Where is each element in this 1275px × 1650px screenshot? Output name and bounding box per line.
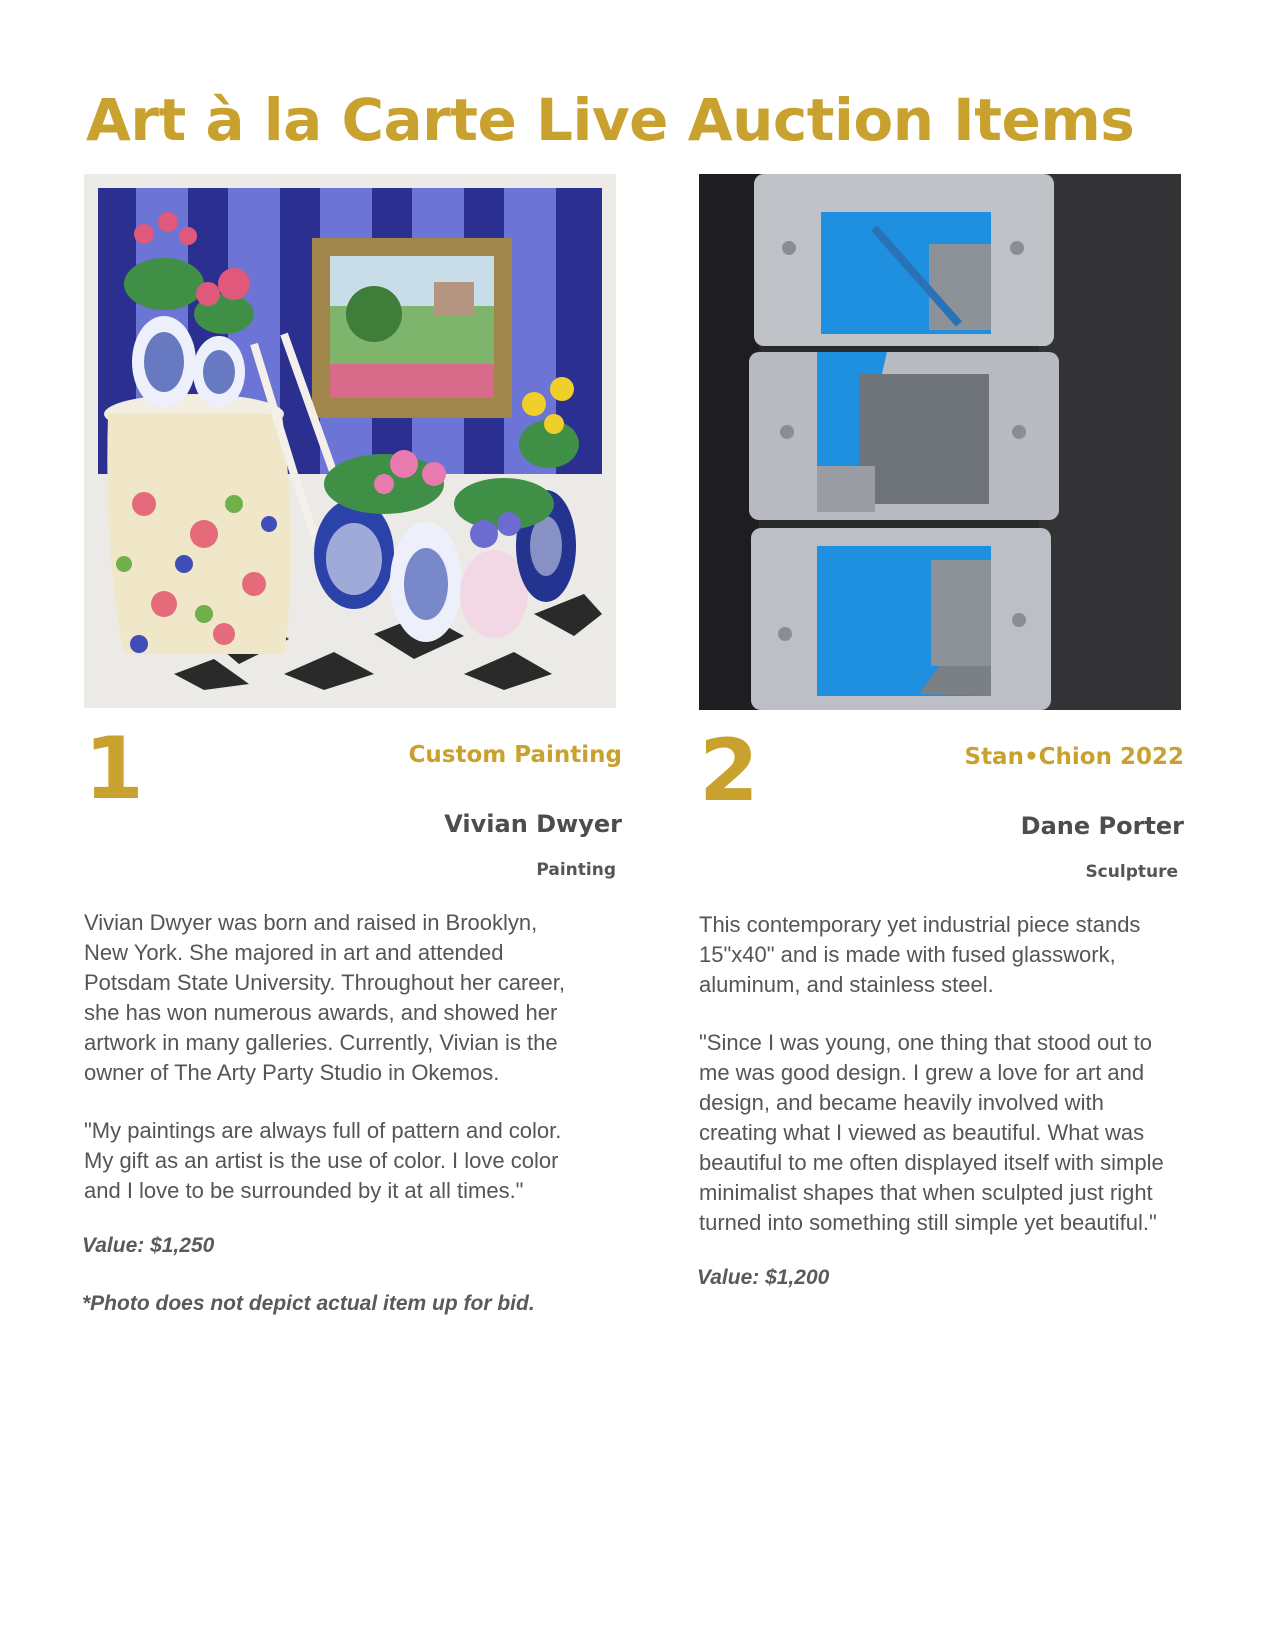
item-description — [699, 910, 1184, 1290]
still-life-painting-image — [84, 174, 616, 708]
artist-name: Dane Porter — [1020, 812, 1184, 840]
item-number: 1 — [84, 719, 144, 819]
artist-bio: Vivian Dwyer was born and raised in Brooklyn, New York. She majored in art and attended Potsdam State University. Throughout her career, she has won numerous awards, and showed her artwork in many galleries. Currently, Vivian is the owner of The Arty Party Studio in Okemos. — [84, 910, 565, 1085]
item-header — [84, 708, 622, 908]
glass-sculpture-image — [699, 174, 1181, 710]
auction-item-1 — [84, 174, 622, 1350]
artist-quote: "My paintings are always full of pattern and color. My gift as an artist is the use of color. I love color and I love to be surrounded by it at all times." — [84, 1118, 562, 1203]
item-number: 2 — [699, 721, 759, 821]
item-description — [84, 908, 622, 1316]
artist-quote: "Since I was young, one thing that stood out to me was good design. I grew a love for art and design, and became heavily involved with creating what I viewed as beautiful. What was beautiful to me often displayed itself with simple minimalist shapes that when sculpted just right turned into something still simple yet beautiful." — [699, 1030, 1164, 1235]
item-details: This contemporary yet industrial piece stands 15"x40" and is made with fused glasswork, aluminum, and stainless steel. — [699, 912, 1141, 997]
photo-disclaimer: *Photo does not depict actual item up for bid. — [82, 1292, 535, 1315]
item-header — [699, 710, 1184, 910]
item-name: Stan•Chion 2022 — [964, 744, 1184, 770]
artist-name: Vivian Dwyer — [444, 810, 622, 838]
auction-item-2 — [699, 174, 1184, 1324]
item-medium: Painting — [536, 860, 616, 880]
item-name: Custom Painting — [408, 742, 622, 768]
page-title: Art à la Carte Live Auction Items — [86, 86, 1135, 154]
item-medium: Sculpture — [1085, 862, 1178, 882]
item-value: Value: $1,200 — [697, 1266, 830, 1289]
item-value: Value: $1,250 — [82, 1234, 215, 1257]
